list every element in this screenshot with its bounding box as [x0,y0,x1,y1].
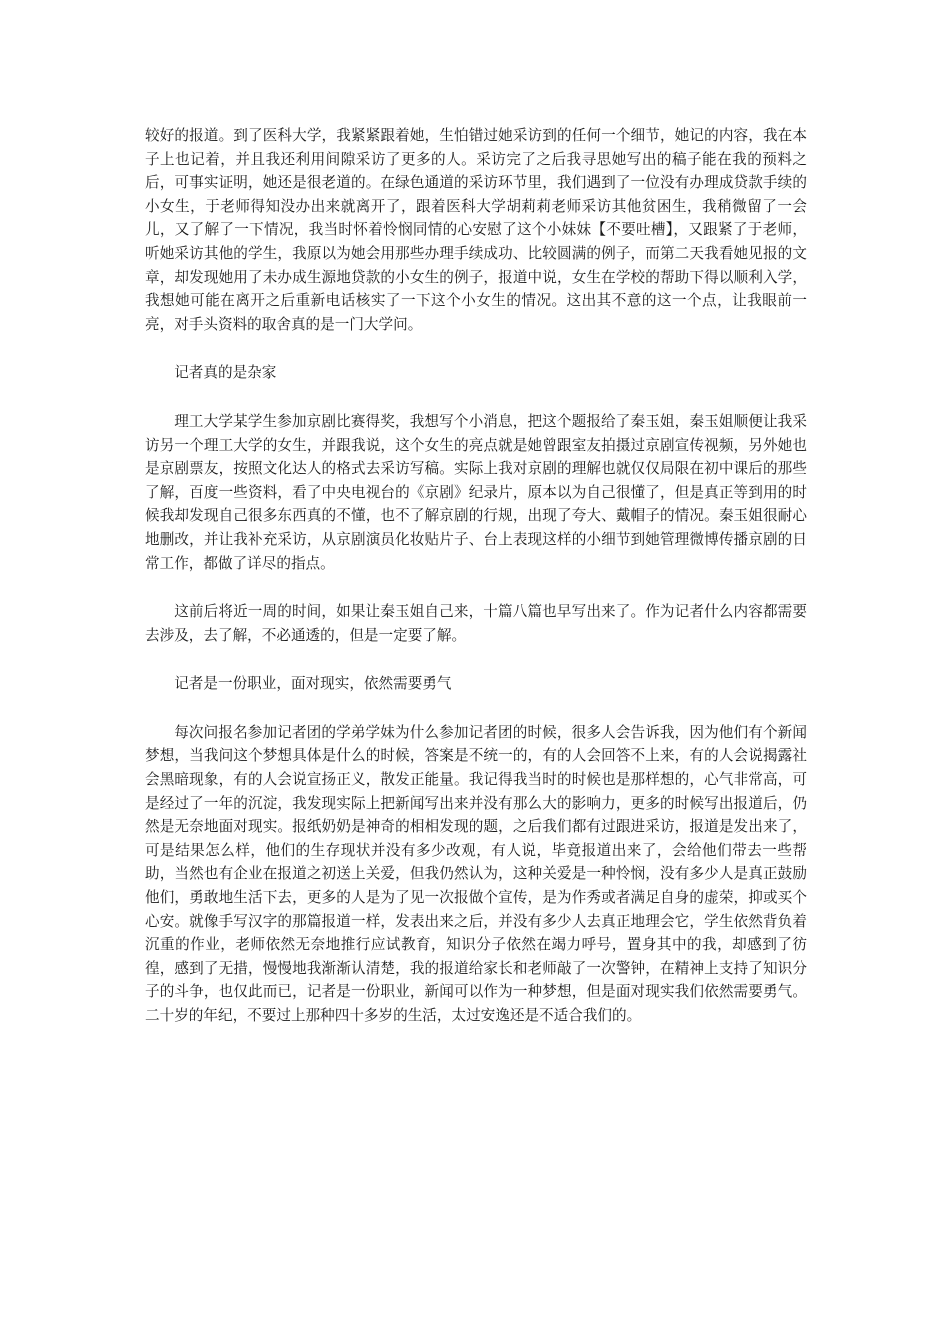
document-page [145,124,807,1053]
paragraph-peking-opera: 理工大学某学生参加京剧比赛得奖，我想写个小消息，把这个题报给了秦玉姐，秦玉姐顺便让我采访另一个理工大学的女生，并跟我说，这个女生的亮点就是她曾跟室友拍摄过京剧宣传视频，另外她也是京剧票友，按照文化达人的格式去采访写稿。实际上我对京剧的理解也就仅仅局限在初中课后的那些了解，百度一些资料，看了中央电视台的《京剧》纪录片，原本以为自己很懂了，但是真正等到用的时候我却发现自己很多东西真的不懂，也不了解京剧的行规，出现了夸大、戴帽子的情况。秦玉姐很耐心地删改，并让我补充采访，从京剧演员化妆贴片子、台上表现这样的小细节到她管理微博传播京剧的日常工作，都做了详尽的指点。 [145,412,807,572]
paragraph-intro: 较好的报道。到了医科大学，我紧紧跟着她，生怕错过她采访到的任何一个细节，她记的内容，我在本子上也记着，并且我还利用间隙采访了更多的人。采访完了之后我寻思她写出的稿子能在我的预料之后，可事实证明，她还是很老道的。在绿色通道的采访环节里，我们遇到了一位没有办理成贷款手续的小女生，于老师得知没办出来就离开了，跟着医科大学胡莉莉老师采访其他贫困生，我稍微留了一会儿，又了解了一下情况，我当时怀着怜悯同情的心安慰了这个小妹妹【不要吐槽】，又跟紧了于老师，听她采访其他的学生，我原以为她会用那些办理手续成功、比较圆满的例子，而第二天我看她见报的文章，却发现她用了未办成生源地贷款的小女生的例子，报道中说，女生在学校的帮助下得以顺利入学，我想她可能在离开之后重新电话核实了一下这个小女生的情况。这出其不意的这一个点，让我眼前一亮，对手头资料的取舍真的是一门大学问。 [145,127,807,333]
paragraph-news-dream: 每次问报名参加记者团的学弟学妹为什么参加记者团的时候，很多人会告诉我，因为他们有个新闻梦想，当我问这个梦想具体是什么的时候，答案是不统一的，有的人会回答不上来，有的人会说揭露社会黑暗现象，有的人会说宣扬正义，散发正能量。我记得我当时的时候也是那样想的，心气非常高，可是经过了一年的沉淀，我发现实际上把新闻写出来并没有那么大的影响力，更多的时候写出报道后，仍然是无奈地面对现实。报纸奶奶是神奇的相相发现的题，之后我们都有过跟进采访，报道是发出来了，可是结果怎么样，他们的生存现状并没有多少改观，有人说，毕竟报道出来了，会给他们带去一些帮助，当然也有企业在报道之初送上关爱，但我仍然认为，这种关爱是一种怜悯，没有多少人是真正鼓励他们，勇敢地生活下去，更多的人是为了见一次报做个宣传，是为作秀或者满足自身的虚荣，抑或买个心安。就像手写汉字的那篇报道一样，发表出来之后，并没有多少人去真正地理会它，学生依然背负着沉重的作业，老师依然无奈地推行应试教育，知识分子依然在竭力呼号，置身其中的我，却感到了彷徨，感到了无措，慢慢地我渐渐认清楚，我的报道给家长和老师敲了一次警钟，在精神上支持了知识分子的斗争，也仅此而已，记者是一份职业，新闻可以作为一种梦想，但是面对现实我们依然需要勇气。二十岁的年纪，不要过上那种四十多岁的生活，太过安逸还是不适合我们的。 [145,723,807,1024]
section-heading-profession: 记者是一份职业，面对现实，依然需要勇气 [174,675,452,693]
paragraph-one-week: 这前后将近一周的时间，如果让秦玉姐自己来，十篇八篇也早写出来了。作为记者什么内容都需要去涉及，去了解，不必通透的，但是一定要了解。 [145,603,807,644]
section-heading-generalist: 记者真的是杂家 [174,364,277,382]
